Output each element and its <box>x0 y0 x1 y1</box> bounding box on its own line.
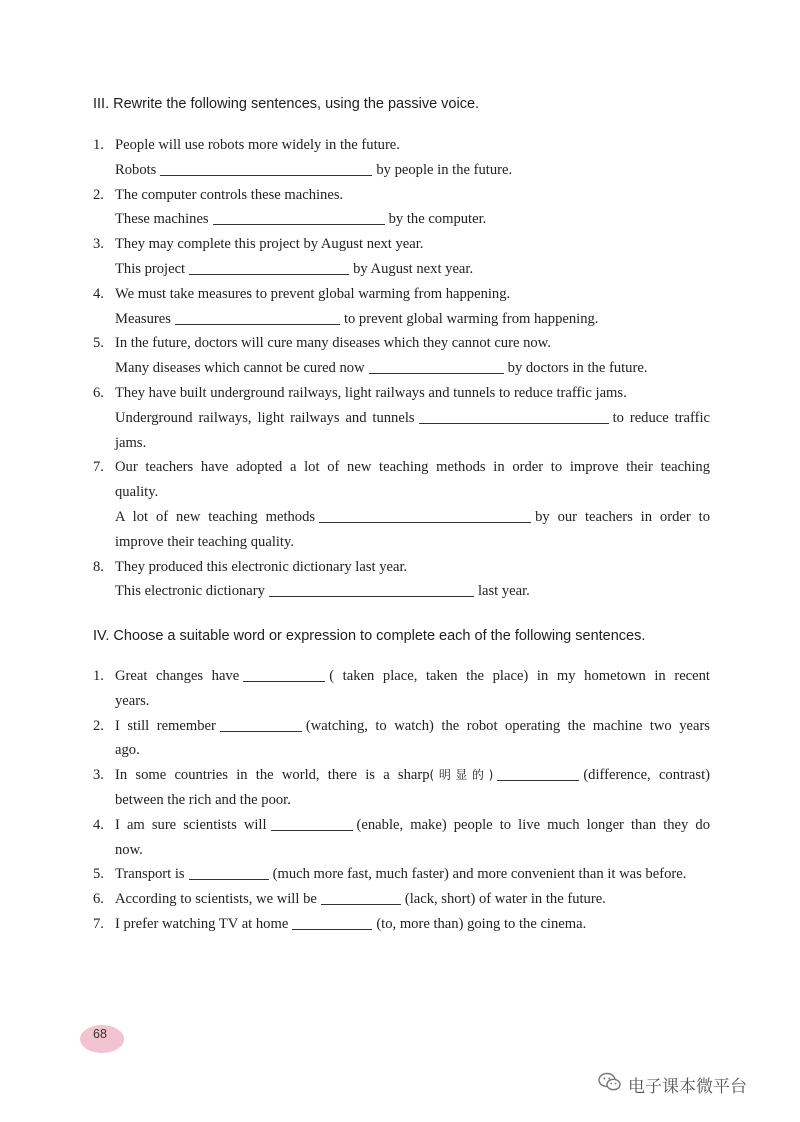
answer-blank[interactable] <box>243 666 325 682</box>
sentence-prefix: I am sure scientists will <box>115 816 267 833</box>
exercise-3-5 <box>0 331 800 381</box>
section-3-list <box>0 133 800 604</box>
answer-blank[interactable] <box>269 581 474 597</box>
original-sentence: Our teachers have adopted a lot of new teaching methods in order to improve their teaching <box>115 459 710 476</box>
exercise-4-3 <box>0 763 800 813</box>
rewrite-prefix: A lot of new teaching methods <box>115 508 316 525</box>
sentence-prefix: According to scientists, we will be <box>115 891 317 908</box>
sentence-prefix: Great changes have <box>115 668 240 684</box>
section-4-title: IV. Choose a suitable word or expression to complete each of the following sentences. <box>93 628 646 644</box>
exercise-3-7 <box>0 455 800 554</box>
item-number: 8. <box>93 558 104 575</box>
original-sentence: People will use robots more widely in the future. <box>115 137 400 153</box>
sentence-prefix: In some countries in the world, there is a sharp <box>115 767 430 784</box>
rewrite-prefix: Robots <box>115 161 157 178</box>
answer-blank[interactable] <box>213 209 385 225</box>
original-sentence: They have built underground railways, light railways and tunnels to reduce traffic jams. <box>115 384 627 401</box>
section-3-title: III. Rewrite the following sentences, using the passive voice. <box>93 96 480 112</box>
answer-blank[interactable] <box>321 889 401 905</box>
rewrite-prefix: This electronic dictionary <box>115 583 265 600</box>
watermark-text: 电子课本微平台 <box>628 1077 747 1097</box>
original-sentence: In the future, doctors will cure many diseases which they cannot cure now. <box>115 335 551 352</box>
item-number: 2. <box>93 186 104 203</box>
rewrite-suffix: by our teachers in order to <box>535 508 710 525</box>
sentence-continuation: between the rich and the poor. <box>115 791 291 808</box>
exercise-4-4 <box>0 813 800 863</box>
rewrite-suffix: by the computer. <box>388 211 487 228</box>
sentence-suffix: (lack, short) of water in the future. <box>404 891 606 908</box>
sentence-prefix: I still remember <box>115 717 216 734</box>
chinese-gloss: (明显的) <box>429 768 494 783</box>
answer-blank[interactable] <box>220 716 302 732</box>
item-number: 5. <box>93 335 104 352</box>
exercise-4-2 <box>0 714 800 764</box>
item-number: 4. <box>93 285 104 302</box>
exercise-4-6 <box>0 887 800 912</box>
exercise-4-7 <box>0 912 800 937</box>
item-number: 2. <box>93 717 104 734</box>
exercise-4-5 <box>0 862 800 887</box>
answer-blank[interactable] <box>292 914 372 930</box>
answer-blank[interactable] <box>271 815 353 831</box>
rewrite-prefix: This project <box>115 260 186 277</box>
original-sentence: We must take measures to prevent global warming from happening. <box>115 285 511 302</box>
watermark <box>598 1072 747 1097</box>
section-4-list <box>0 664 800 937</box>
original-sentence: They produced this electronic dictionary last year. <box>115 558 408 575</box>
wechat-icon <box>598 1072 622 1097</box>
item-number: 6. <box>93 384 104 401</box>
exercise-3-3 <box>0 232 800 282</box>
original-sentence-continuation: quality. <box>115 484 159 501</box>
page-number: 68 <box>93 1027 107 1041</box>
rewrite-suffix: to prevent global warming from happening. <box>343 310 599 327</box>
sentence-continuation: ago. <box>115 742 140 759</box>
item-number: 5. <box>93 866 104 883</box>
original-sentence: They may complete this project by August next year. <box>115 236 424 253</box>
rewrite-suffix: by doctors in the future. <box>507 360 648 377</box>
exercise-4-1 <box>0 664 800 714</box>
sentence-suffix: ( taken place, taken the place) in my hometown in recent <box>329 668 710 684</box>
exercise-3-6 <box>0 381 800 455</box>
rewrite-prefix: Underground railways, light railways and tunnels <box>115 409 415 426</box>
answer-blank[interactable] <box>369 358 504 374</box>
exercise-3-8 <box>0 555 800 605</box>
sentence-prefix: Transport is <box>115 866 185 883</box>
answer-blank[interactable] <box>419 408 609 424</box>
sentence-prefix: I prefer watching TV at home <box>115 915 289 932</box>
answer-blank[interactable] <box>189 259 349 275</box>
sentence-continuation: now. <box>115 841 143 858</box>
sentence-suffix: (much more fast, much faster) and more convenient than it was before. <box>272 866 687 883</box>
answer-blank[interactable] <box>189 864 269 880</box>
item-number: 1. <box>93 137 104 153</box>
exercise-3-1 <box>0 133 800 183</box>
answer-blank[interactable] <box>319 507 531 523</box>
answer-blank[interactable] <box>175 309 340 325</box>
item-number: 3. <box>93 767 104 784</box>
sentence-continuation: years. <box>115 692 150 709</box>
rewrite-continuation: jams. <box>115 434 147 451</box>
rewrite-prefix: These machines <box>115 211 209 228</box>
item-number: 3. <box>93 236 104 253</box>
rewrite-suffix: by people in the future. <box>376 161 513 178</box>
exercise-3-4 <box>0 282 800 332</box>
sentence-suffix: (enable, make) people to live much longer than they do <box>356 816 711 833</box>
item-number: 1. <box>93 668 104 684</box>
answer-blank[interactable] <box>497 765 579 781</box>
item-number: 4. <box>93 816 104 833</box>
rewrite-suffix: by August next year. <box>353 260 474 277</box>
original-sentence: The computer controls these machines. <box>115 186 344 203</box>
exercise-3-2 <box>0 183 800 233</box>
sentence-suffix: (difference, contrast) <box>583 767 710 784</box>
rewrite-continuation: improve their teaching quality. <box>115 533 294 550</box>
item-number: 7. <box>93 459 104 476</box>
rewrite-prefix: Measures <box>115 310 171 327</box>
answer-blank[interactable] <box>160 160 372 176</box>
item-number: 7. <box>93 915 104 932</box>
rewrite-suffix: to reduce traffic <box>612 409 710 426</box>
rewrite-suffix: last year. <box>477 583 530 600</box>
sentence-suffix: (watching, to watch) the robot operating the machine two years <box>305 717 710 734</box>
rewrite-prefix: Many diseases which cannot be cured now <box>115 360 365 377</box>
item-number: 6. <box>93 891 104 908</box>
sentence-suffix: (to, more than) going to the cinema. <box>376 915 587 932</box>
